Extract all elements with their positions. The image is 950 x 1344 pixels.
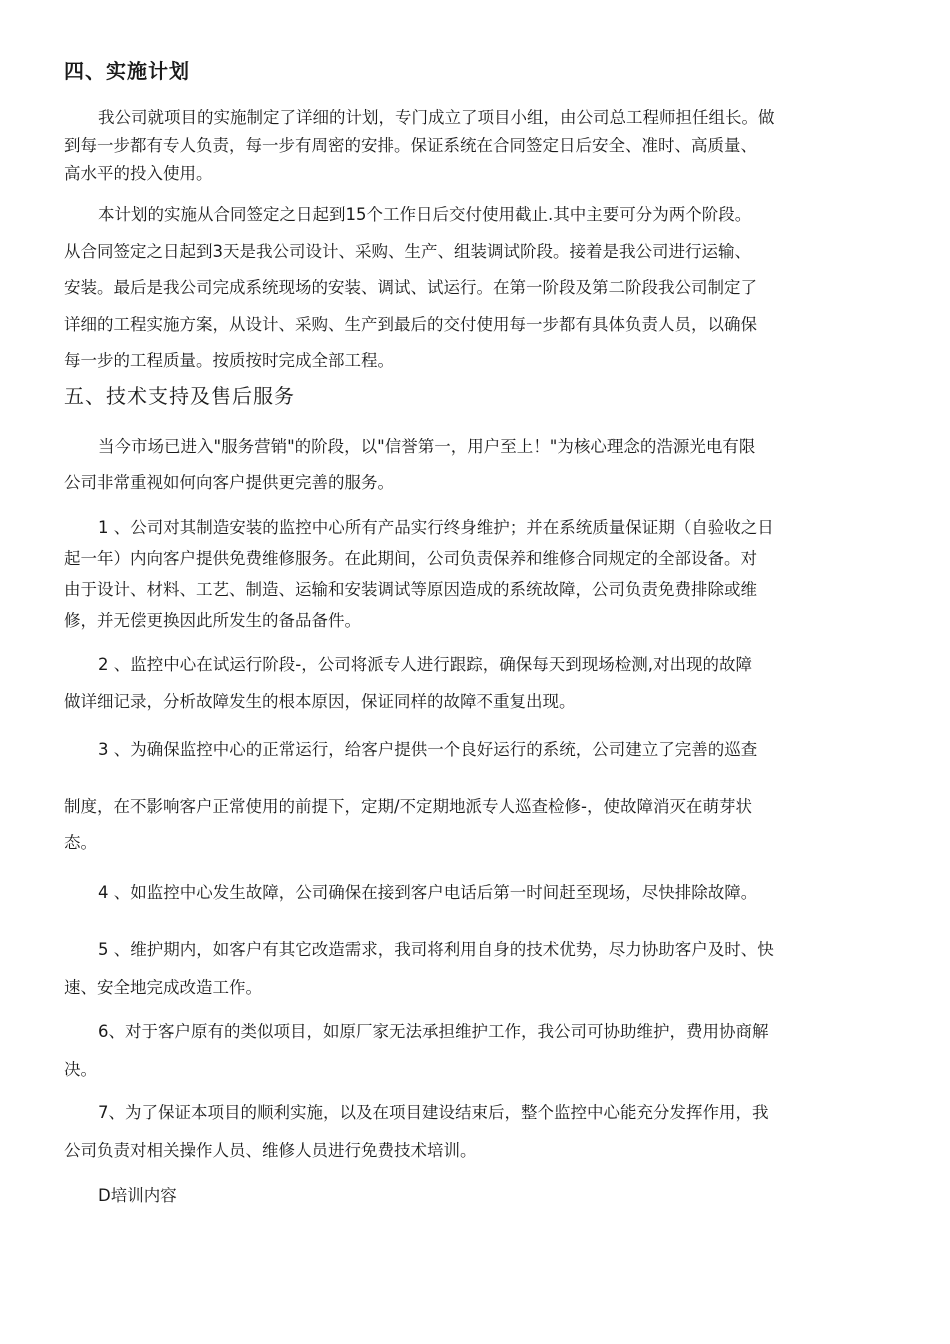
text-line: 5 、维护期内，如客户有其它改造需求，我司将利用自身的技术优势，尽力协助客户及时、快: [98, 940, 774, 959]
text-line: 从合同签定之日起到3天是我公司设计、采购、生产、组装调试阶段。接着是我公司进行运输、: [64, 241, 751, 261]
section-4-paragraph-1: [64, 104, 888, 188]
text-line: 起一年）内向客户提供免费维修服务。在此期间，公司负责保养和维修合同规定的全部设备。对: [64, 549, 757, 568]
section-5-intro: [64, 429, 888, 501]
text-line: D培训内容: [98, 1186, 177, 1205]
text-line: 6、对于客户原有的类似项目，如原厂家无法承担维护工作，我公司可协助维护，费用协商解: [98, 1022, 769, 1041]
text-line: 7、为了保证本项目的顺利实施，以及在项目建设结束后，整个监控中心能充分发挥作用，我: [98, 1103, 769, 1122]
text-line: 本计划的实施从合同签定之日起到15个工作日后交付使用截止.其中主要可分为两个阶段。: [98, 205, 752, 224]
service-item-4: [64, 875, 888, 911]
section-4-paragraph-2: [64, 197, 888, 380]
text-line: 高水平的投入使用。: [64, 164, 213, 183]
text-line: 制度，在不影响客户正常使用的前提下，定期/不定期地派专人巡查检修-，使故障消灭在萌芽状: [64, 797, 753, 816]
service-item-7: [64, 1094, 888, 1170]
text-line: 公司非常重视如何向客户提供更完善的服务。: [64, 473, 394, 492]
text-line: 决。: [64, 1060, 97, 1079]
section-5-heading: 五、技术支持及售后服务: [64, 384, 295, 408]
text-line: 4 、如监控中心发生故障，公司确保在接到客户电话后第一时间赶至现场，尽快排除故障。: [98, 883, 758, 902]
text-line: 修，并无偿更换因此所发生的备品备件。: [64, 611, 361, 630]
text-line: 态。: [64, 833, 97, 852]
text-line: 2 、监控中心在试运行阶段-，公司将派专人进行跟踪，确保每天到现场检测,对出现的故障: [98, 655, 752, 674]
text-line: 详细的工程实施方案，从设计、采购、生产到最后的交付使用每一步都有具体负责人员，以确保: [64, 314, 757, 334]
service-item-3-first-line: [64, 732, 888, 768]
section-4-heading: 四、实施计划: [64, 59, 190, 83]
service-item-1: [64, 512, 888, 636]
service-item-5: [64, 931, 888, 1007]
text-line: 到每一步都有专人负责，每一步有周密的安排。保证系统在合同签定日后安全、准时、高质量、: [64, 136, 757, 155]
text-line: 速、安全地完成改造工作。: [64, 978, 262, 997]
text-line: 1 、公司对其制造安装的监控中心所有产品实行终身维护；并在系统质量保证期（自验收之日: [98, 518, 774, 537]
service-item-2: [64, 646, 888, 720]
text-line: 做详细记录，分析故障发生的根本原因，保证同样的故障不重复出现。: [64, 692, 576, 711]
text-line: 我公司就项目的实施制定了详细的计划，专门成立了项目小组，由公司总工程师担任组长。做: [98, 108, 775, 127]
training-content-heading: [64, 1177, 888, 1215]
text-line: 每一步的工程质量。按质按时完成全部工程。: [64, 351, 394, 370]
text-line: 由于设计、材料、工艺、制造、运输和安装调试等原因造成的系统故障，公司负责免费排除或维: [64, 580, 757, 599]
service-item-3-continued: [64, 789, 888, 861]
service-item-6: [64, 1013, 888, 1089]
text-line: 3 、为确保监控中心的正常运行，给客户提供一个良好运行的系统，公司建立了完善的巡查: [98, 740, 758, 759]
text-line: 安装。最后是我公司完成系统现场的安装、调试、试运行。在第一阶段及第二阶段我公司制定了: [64, 278, 757, 297]
text-line: 公司负责对相关操作人员、维修人员进行免费技术培训。: [64, 1141, 477, 1160]
text-line: 当今市场已进入"服务营销"的阶段，以"信誉第一，用户至上！"为核心理念的浩源光电有限: [98, 437, 756, 456]
